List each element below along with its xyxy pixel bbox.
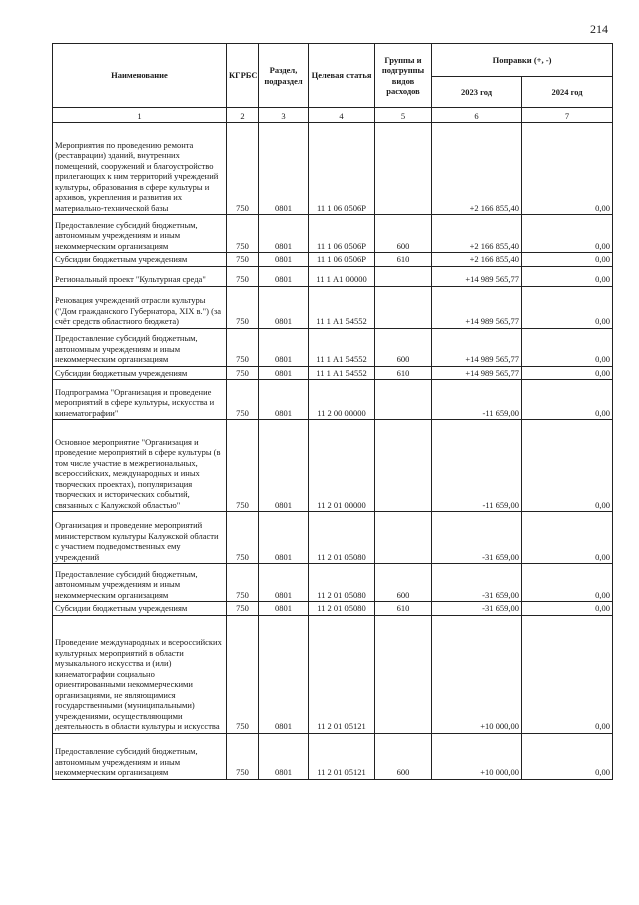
table-row [53,420,613,512]
cell-target: 11 1 06 0506Р [309,123,375,215]
cell-kgrbs: 750 [227,615,259,733]
cell-amount-2023: -31 659,00 [432,602,522,616]
cell-target: 11 2 01 05121 [309,733,375,779]
cell-amount-2024: 0,00 [522,123,613,215]
cell-target: 11 1 А1 54552 [309,366,375,380]
header-row [53,44,613,77]
column-number: 6 [432,108,522,123]
page-number: 214 [590,22,608,36]
cell-target: 11 2 01 05121 [309,615,375,733]
cell-amount-2023: -11 659,00 [432,380,522,420]
cell-name: Региональный проект "Культурная среда" [53,266,227,286]
cell-group: 600 [375,564,432,602]
cell-name: Субсидии бюджетным учреждениям [53,366,227,380]
header-groups: Группы и подгруппы видов расходов [375,44,432,108]
cell-amount-2024: 0,00 [522,602,613,616]
table-row [53,602,613,616]
cell-name: Предоставление субсидий бюджетным, автономным учреждениям и иным некоммерческим организациям [53,564,227,602]
column-number-row [53,108,613,123]
cell-kgrbs: 750 [227,420,259,512]
cell-section: 0801 [259,564,309,602]
cell-group [375,512,432,564]
cell-target: 11 2 00 00000 [309,380,375,420]
cell-group: 600 [375,733,432,779]
cell-amount-2024: 0,00 [522,733,613,779]
header-year-2023: 2023 год [432,77,522,108]
table-row [53,286,613,328]
header-target: Целевая статья [309,44,375,108]
cell-kgrbs: 750 [227,266,259,286]
cell-group: 610 [375,602,432,616]
cell-group: 610 [375,253,432,267]
cell-name: Организация и проведение мероприятий министерством культуры Калужской области с участием подведомственных ему учреждений [53,512,227,564]
header-amendments: Поправки (+, -) [432,44,613,77]
header-name: Наименование [53,44,227,108]
cell-target: 11 1 А1 54552 [309,328,375,366]
cell-target: 11 2 01 05080 [309,602,375,616]
cell-kgrbs: 750 [227,602,259,616]
cell-section: 0801 [259,512,309,564]
cell-name: Основное мероприятие "Организация и проведение мероприятий в сфере культуры (в том числе участие в межрегиональных, всероссийских, международных и иных творческих проектах), популяризация творческих и исторических событий, связанных с Калужской областью" [53,420,227,512]
cell-amount-2023: +14 989 565,77 [432,366,522,380]
cell-amount-2024: 0,00 [522,380,613,420]
column-number: 1 [53,108,227,123]
cell-amount-2023: +10 000,00 [432,615,522,733]
header-year-2024: 2024 год [522,77,613,108]
cell-amount-2024: 0,00 [522,286,613,328]
table-row [53,564,613,602]
cell-group: 600 [375,328,432,366]
cell-group [375,380,432,420]
cell-group [375,420,432,512]
table-row [53,380,613,420]
cell-group [375,615,432,733]
cell-name: Мероприятия по проведению ремонта (реставрации) зданий, внутренних помещений, сооружений и благоустройство прилегающих к ним территорий учреждений культуры, образования в сфере культуры и архивов, укрепления и развития их материально-технической базы [53,123,227,215]
cell-amount-2024: 0,00 [522,328,613,366]
cell-name: Предоставление субсидий бюджетным, автономным учреждениям и иным некоммерческим организациям [53,733,227,779]
cell-target: 11 1 А1 54552 [309,286,375,328]
cell-name: Предоставление субсидий бюджетным, автономным учреждениям и иным некоммерческим организациям [53,215,227,253]
cell-amount-2024: 0,00 [522,215,613,253]
cell-name: Предоставление субсидий бюджетным, автономным учреждениям и иным некоммерческим организациям [53,328,227,366]
header-section: Раздел, подраздел [259,44,309,108]
cell-amount-2024: 0,00 [522,512,613,564]
cell-amount-2023: +2 166 855,40 [432,123,522,215]
cell-kgrbs: 750 [227,123,259,215]
cell-group [375,286,432,328]
cell-section: 0801 [259,328,309,366]
cell-target: 11 1 А1 00000 [309,266,375,286]
cell-kgrbs: 750 [227,328,259,366]
cell-name: Реновация учреждений отрасли культуры ("Дом гражданского Губернатора, XIX в.") (за счёт средств областного бюджета) [53,286,227,328]
cell-kgrbs: 750 [227,253,259,267]
cell-kgrbs: 750 [227,366,259,380]
table-row [53,328,613,366]
table-row [53,215,613,253]
cell-target: 11 2 01 05080 [309,512,375,564]
cell-kgrbs: 750 [227,215,259,253]
cell-name: Подпрограмма "Организация и проведение мероприятий в сфере культуры, искусства и кинематографии" [53,380,227,420]
cell-amount-2023: +14 989 565,77 [432,266,522,286]
column-number: 2 [227,108,259,123]
cell-name: Субсидии бюджетным учреждениям [53,253,227,267]
table-row [53,253,613,267]
table-row [53,366,613,380]
cell-kgrbs: 750 [227,564,259,602]
cell-name: Субсидии бюджетным учреждениям [53,602,227,616]
cell-kgrbs: 750 [227,286,259,328]
cell-kgrbs: 750 [227,733,259,779]
cell-amount-2024: 0,00 [522,564,613,602]
cell-amount-2023: -11 659,00 [432,420,522,512]
cell-amount-2023: -31 659,00 [432,564,522,602]
cell-group [375,266,432,286]
cell-section: 0801 [259,380,309,420]
cell-target: 11 1 06 0506Р [309,215,375,253]
cell-kgrbs: 750 [227,512,259,564]
cell-target: 11 2 01 05080 [309,564,375,602]
table-row [53,615,613,733]
table-row [53,512,613,564]
cell-amount-2024: 0,00 [522,420,613,512]
table-row [53,123,613,215]
cell-group: 610 [375,366,432,380]
cell-section: 0801 [259,366,309,380]
cell-section: 0801 [259,733,309,779]
cell-amount-2024: 0,00 [522,366,613,380]
budget-table [52,43,613,780]
cell-amount-2023: +2 166 855,40 [432,215,522,253]
table-body [53,108,613,780]
cell-section: 0801 [259,420,309,512]
cell-target: 11 1 06 0506Р [309,253,375,267]
column-number: 3 [259,108,309,123]
header-kgrbs: КГРБС [227,44,259,108]
cell-section: 0801 [259,602,309,616]
cell-section: 0801 [259,286,309,328]
cell-group [375,123,432,215]
cell-section: 0801 [259,253,309,267]
cell-section: 0801 [259,215,309,253]
cell-amount-2023: +14 989 565,77 [432,286,522,328]
cell-amount-2024: 0,00 [522,266,613,286]
cell-amount-2023: +2 166 855,40 [432,253,522,267]
cell-amount-2023: +14 989 565,77 [432,328,522,366]
column-number: 7 [522,108,613,123]
cell-section: 0801 [259,266,309,286]
cell-amount-2024: 0,00 [522,253,613,267]
cell-target: 11 2 01 00000 [309,420,375,512]
cell-section: 0801 [259,123,309,215]
column-number: 5 [375,108,432,123]
column-number: 4 [309,108,375,123]
cell-kgrbs: 750 [227,380,259,420]
cell-amount-2023: +10 000,00 [432,733,522,779]
cell-amount-2023: -31 659,00 [432,512,522,564]
cell-name: Проведение международных и всероссийских культурных мероприятий в области музыкального искусства и (или) кинематографии социально ориентированными некоммерческими организациями, не являющимися государственными (муниципальными) учреждениями, осуществляющими деятельность в области культуры и искусства [53,615,227,733]
table-row [53,733,613,779]
cell-section: 0801 [259,615,309,733]
cell-amount-2024: 0,00 [522,615,613,733]
cell-group: 600 [375,215,432,253]
table-row [53,266,613,286]
